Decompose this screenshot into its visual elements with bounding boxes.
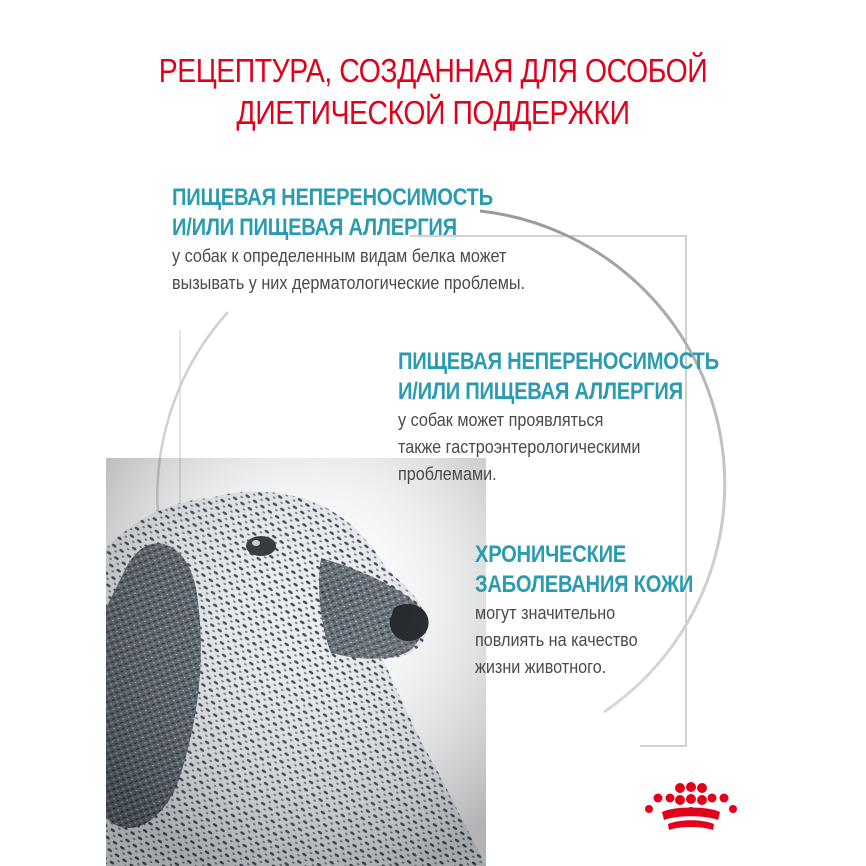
info-block-3-title: [475, 540, 693, 600]
info-block-3: [475, 540, 735, 681]
info-block-3-title-line-2: ЗАБОЛЕВАНИЯ КОЖИ: [475, 571, 694, 598]
page-title-line-1: РЕЦЕПТУРА, СОЗДАННАЯ ДЛЯ ОСОБОЙ: [158, 52, 708, 89]
info-block-2-text-line-2: также гастроэнтерологическими: [398, 437, 641, 457]
royal-canin-crown-icon: [644, 782, 738, 838]
info-block-2-text-line-3: проблемами.: [398, 464, 497, 484]
page-title-line-2: ДИЕТИЧЕСКОЙ ПОДДЕРЖКИ: [236, 94, 630, 131]
info-block-2-text-line-1: у собак может проявляться: [398, 410, 604, 430]
info-block-3-text-line-2: повлиять на качество: [475, 630, 638, 650]
info-block-1: [172, 183, 564, 297]
info-block-3-text: [475, 600, 709, 681]
info-block-1-title: [172, 183, 501, 243]
info-block-1-text-line-1: у собак к определенным видам белка может: [172, 246, 507, 266]
info-block-2-title: [398, 347, 719, 407]
info-block-1-text-line-2: вызывать у них дерматологические проблемы.: [172, 273, 526, 293]
info-block-3-text-line-1: могут значительно: [475, 603, 616, 623]
info-block-1-text: [172, 243, 525, 297]
info-block-2-title-line-2: И/ИЛИ ПИЩЕВАЯ АЛЛЕРГИЯ: [398, 378, 683, 405]
info-block-2-text: [398, 407, 742, 488]
info-block-3-title-line-1: ХРОНИЧЕСКИЕ: [475, 541, 627, 568]
info-block-1-title-line-2: И/ИЛИ ПИЩЕВАЯ АЛЛЕРГИЯ: [172, 214, 457, 241]
info-block-2-title-line-1: ПИЩЕВАЯ НЕПЕРЕНОСИМОСТЬ: [398, 348, 719, 375]
info-block-2: [398, 347, 780, 488]
info-block-3-text-line-3: жизни животного.: [475, 657, 607, 677]
info-block-1-title-line-1: ПИЩЕВАЯ НЕПЕРЕНОСИМОСТЬ: [172, 184, 493, 211]
dog-photo: [106, 458, 486, 866]
